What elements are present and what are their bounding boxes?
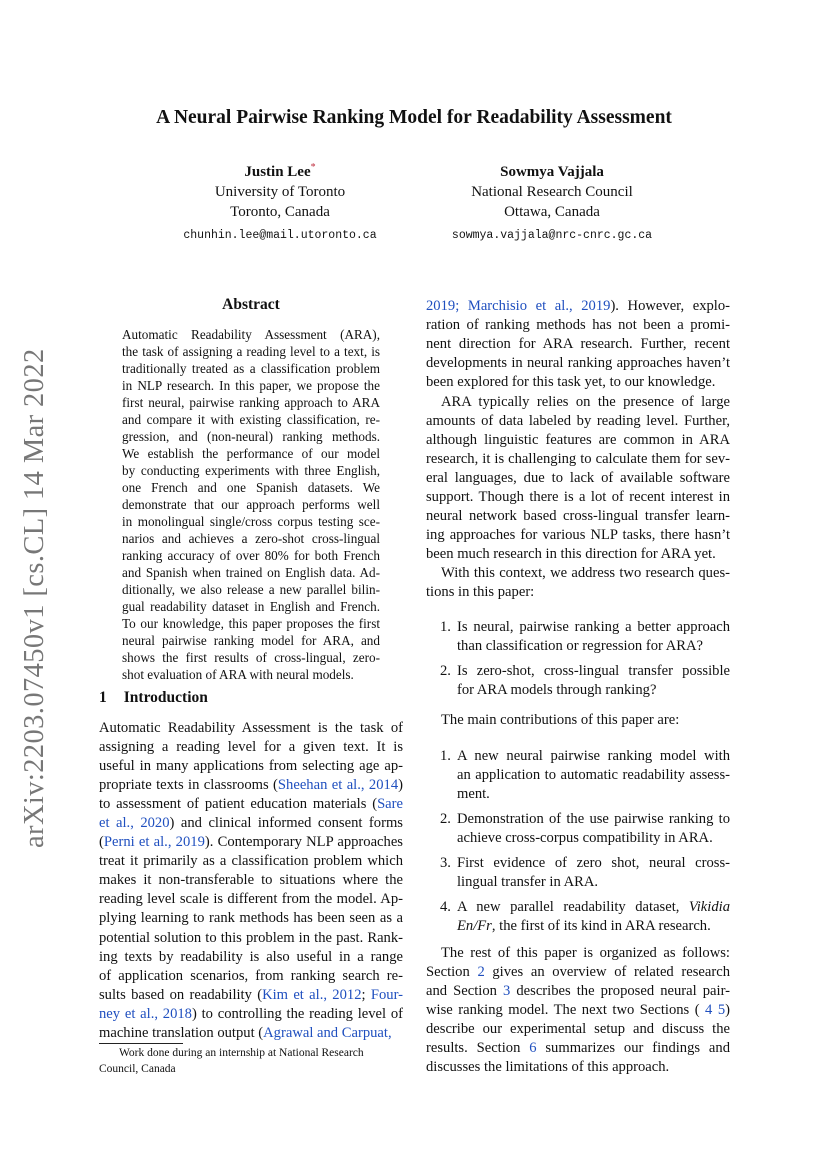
text-line: Demonstration of the use pairwise ranking to xyxy=(457,811,730,828)
abstract-body xyxy=(122,326,380,683)
text-line: amounts of data labeled by reading level. Further, xyxy=(426,413,730,430)
text-line: ration of ranking methods has not been a promi- xyxy=(426,317,730,334)
text-line: To our knowledge, this paper proposes the first xyxy=(122,616,380,631)
text-line: ing texts by readability is also useful in a range xyxy=(99,948,403,965)
list-item-text xyxy=(457,898,730,936)
text-line: plying learning to rank methods has been seen as a xyxy=(99,910,403,927)
text-line: shot evaluation of ARA with neural models. xyxy=(122,667,354,682)
text-line: ing approaches for various NLP tasks, there hasn’t xyxy=(426,527,730,544)
text-line: in NLP research. In this paper, we propose the xyxy=(122,378,380,393)
text-line: developments in neural ranking approaches haven’t xyxy=(426,355,730,372)
list-item-text xyxy=(457,810,730,848)
list-item xyxy=(426,662,730,700)
section-title: Introduction xyxy=(123,689,208,706)
text-line: Is zero-shot, cross-lingual transfer possible xyxy=(457,663,730,680)
text-line: reading level scale is different from the model. Ap- xyxy=(99,891,403,908)
text-line: support. Though there is a lot of recent interest in xyxy=(426,489,730,506)
list-item-text xyxy=(457,662,730,700)
intro-para-2 xyxy=(426,393,730,564)
text-line: et al., 2020) and clinical informed consent forms xyxy=(99,815,403,832)
text-line: an application to automatic readability assess- xyxy=(457,767,730,784)
text-line: Automatic Readability Assessment (ARA), xyxy=(122,327,380,342)
intro-para-3 xyxy=(426,564,730,602)
text-line: than classification or regression for ARA? xyxy=(457,638,703,655)
text-line: 2019; Marchisio et al., 2019). However, explo- xyxy=(426,298,731,314)
author-affiliation: University of Toronto xyxy=(214,184,346,200)
text-line: neural network based cross-lingual transfer learn- xyxy=(426,508,730,525)
list-number: 4. xyxy=(440,899,451,916)
list-item xyxy=(426,898,730,936)
list-number: 2. xyxy=(440,811,451,828)
author-location: Ottawa, Canada xyxy=(504,204,600,220)
list-item xyxy=(426,618,730,656)
text-line: first neural, pairwise ranking approach to ARA xyxy=(122,395,380,410)
text-line: Automatic Readability Assessment is the task of xyxy=(99,720,403,736)
text-line: narios and achieves a zero-shot cross-lingual xyxy=(122,531,380,546)
author-block-1 xyxy=(180,162,380,246)
text-line: wise ranking model. The next two Sections ( 4 5) xyxy=(426,1002,730,1019)
text-line: ment. xyxy=(457,786,490,803)
section-heading-introduction xyxy=(99,689,208,707)
list-item xyxy=(426,854,730,892)
text-line: to assessment of patient education materials (Sare xyxy=(99,796,403,813)
text-line: assigning a reading level for a given text. It is xyxy=(99,739,403,756)
list-item-text xyxy=(457,747,730,804)
text-line: demonstrate that our approach performs well xyxy=(122,497,380,512)
text-line: (Perni et al., 2019). Contemporary NLP approaches xyxy=(99,834,403,851)
text-line: With this context, we address two research ques- xyxy=(441,565,730,581)
text-line: A new parallel readability dataset, Vikidia xyxy=(457,899,730,916)
text-line: been much research in this direction for ARA yet. xyxy=(426,546,716,563)
list-number: 1. xyxy=(440,619,451,635)
text-line: gual readability dataset in English and French. xyxy=(122,599,380,614)
list-item xyxy=(426,810,730,848)
text-line: We establish the performance of our model xyxy=(122,446,380,461)
text-line: neural pairwise ranking model for ARA, and xyxy=(122,633,380,648)
text-line: machine translation output (Agrawal and Carpuat, xyxy=(99,1024,392,1041)
author-name: Justin Lee xyxy=(244,164,311,180)
text-line: shows the first results of cross-lingual, zero- xyxy=(122,650,380,665)
text-line: achieve cross-corpus compatibility in ARA. xyxy=(457,830,713,847)
text-line: traditionally treated as a classification problem xyxy=(122,361,380,376)
contributions-list xyxy=(426,747,730,942)
footnote-mark[interactable]: * xyxy=(310,162,316,173)
list-item-text xyxy=(457,618,730,656)
author-email: chunhin.lee@mail.utoronto.ca xyxy=(183,229,377,242)
text-line: ney et al., 2018) to controlling the reading level of xyxy=(99,1005,403,1022)
text-line: propriate texts in classrooms (Sheehan et al., 2014) xyxy=(99,777,403,794)
text-line: nent direction for ARA research. Further, recent xyxy=(426,336,730,353)
author-block-2 xyxy=(432,162,672,246)
text-line: En/Fr, the first of its kind in ARA research. xyxy=(457,918,711,935)
text-line: of application scenarios, from ranking search re- xyxy=(99,967,403,984)
author-location: Toronto, Canada xyxy=(230,204,330,220)
author-affiliation: National Research Council xyxy=(471,184,633,200)
text-line: eral languages, due to lack of available software xyxy=(426,470,730,487)
contributions-intro xyxy=(426,711,730,730)
text-line: and Spanish when trained on English data. Ad- xyxy=(122,565,380,580)
text-line: useful in many applications from selecting age ap- xyxy=(99,758,403,775)
research-questions-list xyxy=(426,618,730,706)
text-line: gression, and (non-neural) ranking methods. xyxy=(122,429,380,444)
text-line: for ARA models through ranking? xyxy=(457,682,657,699)
text-line: ARA typically relies on the presence of large xyxy=(441,394,730,410)
text-line: lingual transfer in ARA. xyxy=(457,874,599,891)
text-line: by conducting experiments with three English, xyxy=(122,463,380,478)
intro-para-4 xyxy=(426,944,730,1077)
text-line: one French and one Spanish datasets. We xyxy=(122,480,380,495)
text-line: research, it is challenging to calculate them for sev- xyxy=(426,451,730,468)
abstract-heading: Abstract xyxy=(222,296,280,313)
text-line: the task of assigning a reading level to a text, is xyxy=(122,344,380,359)
footnote xyxy=(99,1046,403,1077)
text-line: in monolingual single/cross corpus testing sce- xyxy=(122,514,380,529)
text-line: A new neural pairwise ranking model with xyxy=(457,748,730,764)
contributions-intro-text: The main contributions of this paper are: xyxy=(441,712,680,728)
list-number: 3. xyxy=(440,855,451,872)
intro-continued-para-1 xyxy=(426,297,730,392)
list-number: 2. xyxy=(440,663,451,680)
footnote-text: Work done during an internship at National Research Council, Canada xyxy=(99,1047,364,1075)
list-number: 1. xyxy=(440,748,451,764)
text-line: Is neural, pairwise ranking a better approach xyxy=(457,619,730,635)
text-line: treat it primarily as a classification problem which xyxy=(99,853,403,870)
text-line: been explored for this task yet, to our knowledge. xyxy=(426,374,716,391)
text-line: The rest of this paper is organized as follows: xyxy=(441,945,730,961)
arxiv-side-stamp: arXiv:2203.07450v1 [cs.CL] 14 Mar 2022 xyxy=(19,348,50,848)
section-number: 1 xyxy=(99,689,107,706)
text-line: and compare it with existing classification, re- xyxy=(122,412,380,427)
text-line: ranking accuracy of over 80% for both French xyxy=(122,548,380,563)
text-line: sults based on readability (Kim et al., 2012; Four- xyxy=(99,986,403,1003)
list-item-text xyxy=(457,854,730,892)
text-line: discusses the limitations of this approach. xyxy=(426,1059,670,1076)
text-line: although linguistic features are common in ARA xyxy=(426,432,730,449)
text-line: First evidence of zero shot, neural cross- xyxy=(457,855,730,872)
text-line: tions in this paper: xyxy=(426,584,535,601)
introduction-body xyxy=(99,719,403,1043)
text-line: potential solution to this problem in the past. Rank- xyxy=(99,929,403,946)
author-name: Sowmya Vajjala xyxy=(500,164,604,180)
text-line: ditionally, we also release a new parallel bilin- xyxy=(122,582,380,597)
text-line: Section 2 gives an overview of related research xyxy=(426,964,730,981)
text-line: and Section 3 describes the proposed neural pair- xyxy=(426,983,730,1000)
paper-title: A Neural Pairwise Ranking Model for Readability Assessment xyxy=(156,107,672,128)
list-item xyxy=(426,747,730,804)
text-line: describe our experimental setup and discuss the xyxy=(426,1021,730,1038)
author-email: sowmya.vajjala@nrc-cnrc.gc.ca xyxy=(451,229,653,242)
text-line: makes it non-transferable to situations where the xyxy=(99,872,403,889)
text-line: results. Section 6 summarizes our findings and xyxy=(426,1040,730,1057)
footnote-rule xyxy=(99,1043,183,1044)
